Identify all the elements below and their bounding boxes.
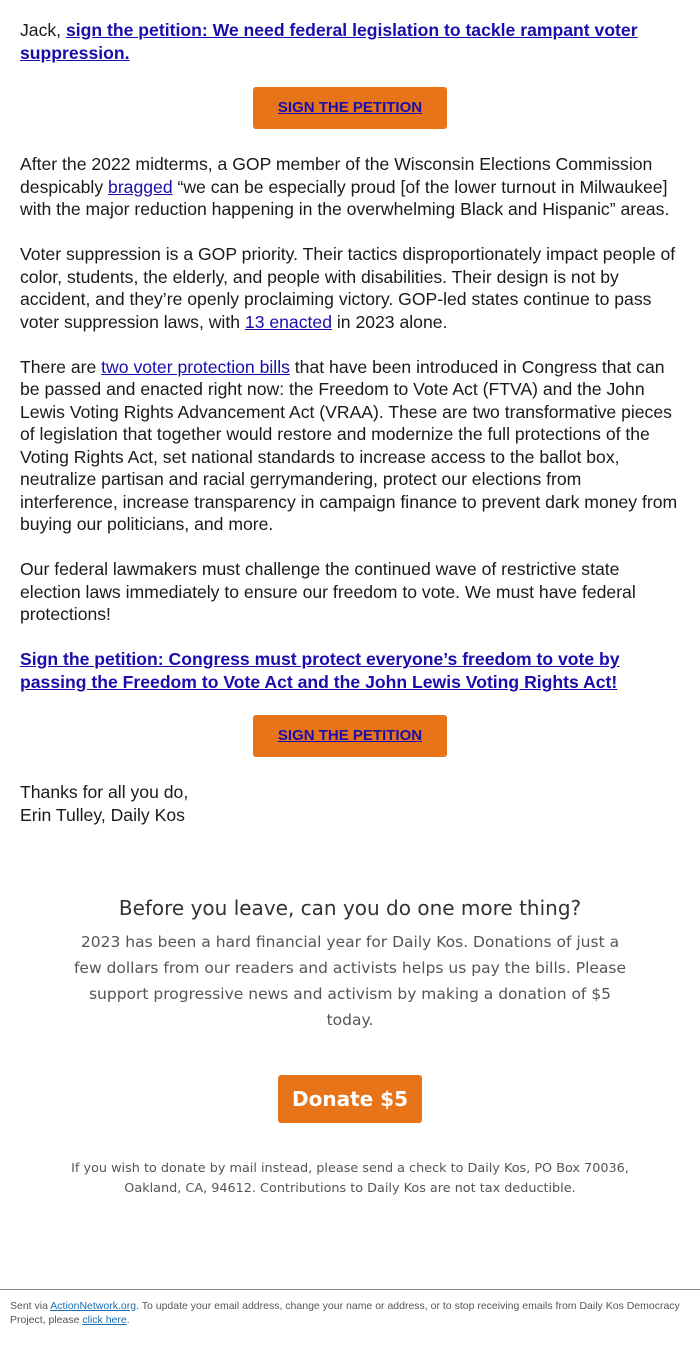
signoff-line: Thanks for all you do,	[20, 782, 189, 802]
actionnetwork-link[interactable]: ActionNetwork.org	[50, 1300, 137, 1312]
email-footer: Sent via ActionNetwork.org. To update your email address, change your name or address, or to stop receiving emails from Daily Kos Democracy Project, please click here.	[0, 1289, 700, 1327]
appeal-title: Before you leave, can you do one more thing?	[118, 896, 582, 920]
signature: Erin Tulley, Daily Kos	[20, 804, 185, 825]
bragged-link[interactable]: bragged	[108, 176, 173, 197]
signoff	[20, 781, 680, 826]
intro-paragraph	[20, 19, 680, 64]
cta-row-top	[20, 87, 680, 129]
appeal-text: 2023 has been a hard financial year for Daily Kos. Donations of just a few dollars from our readers and activists helps us pay the bills. Please support progressive news and activism by making a donation of $5 today.	[73, 933, 627, 1029]
petition-headline-link[interactable]: sign the petition: We need federal legislation to tackle rampant voter suppression.	[20, 20, 638, 63]
salutation: Jack,	[20, 20, 62, 40]
petition-link-paragraph	[20, 648, 680, 693]
paragraph-lawmakers: Our federal lawmakers must challenge the continued wave of restrictive state election laws immediately to ensure our freedom to vote. We must have federal protections!	[20, 559, 636, 624]
two-bills-link[interactable]: two voter protection bills	[101, 356, 290, 377]
sign-petition-button-bottom[interactable]: SIGN THE PETITION	[253, 715, 447, 757]
cta-row-bottom	[20, 715, 680, 757]
donate-button[interactable]: Donate $5	[278, 1075, 422, 1123]
13-enacted-link[interactable]: 13 enacted	[244, 311, 332, 332]
unsubscribe-click-here-link[interactable]: click here	[82, 1313, 127, 1326]
paragraph-suppression: Voter suppression is a GOP priority. Their tactics disproportionately impact people of color, students, the elderly, and people with disabilities. Their design is not by accident, and they’re openly proclaiming victory. GOP-led states continue to pass voter suppression laws, with 13 enacted in 2023 alone.	[20, 244, 676, 332]
paragraph-midterms: After the 2022 midterms, a GOP member of the Wisconsin Elections Commission despicably bragged “we can be especially proud [of the lower turnout in Milwaukee] with the major reduction happening in the overwhelming Black and Hispanic” areas.	[20, 154, 670, 219]
petition-link-bottom[interactable]: Sign the petition: Congress must protect everyone’s freedom to vote by passing the Freedom to Vote Act and the John Lewis Voting Rights Act!	[20, 649, 620, 692]
sign-petition-button-top[interactable]: SIGN THE PETITION	[253, 87, 447, 129]
donation-appeal	[0, 893, 700, 1199]
paragraph-bills: There are two voter protection bills that have been introduced in Congress that can be passed and enacted right now: the Freedom to Vote Act (FTVA) and the John Lewis Voting Rights Advancement Act (VRAA). These are two transformative pieces of legislation that together would restore and modernize the full protections of the Voting Rights Act, set national standards to increase access to the ballot box, neutralize partisan and racial gerrymandering, protect our elections from interference, increase transparency in campaign finance to prevent dark money from buying our politicians, and more.	[20, 356, 678, 534]
mail-donation-note: If you wish to donate by mail instead, please send a check to Daily Kos, PO Box 70036, Oakland, CA, 94612. Contributions to Daily Kos are not tax deductible.	[71, 1161, 629, 1196]
